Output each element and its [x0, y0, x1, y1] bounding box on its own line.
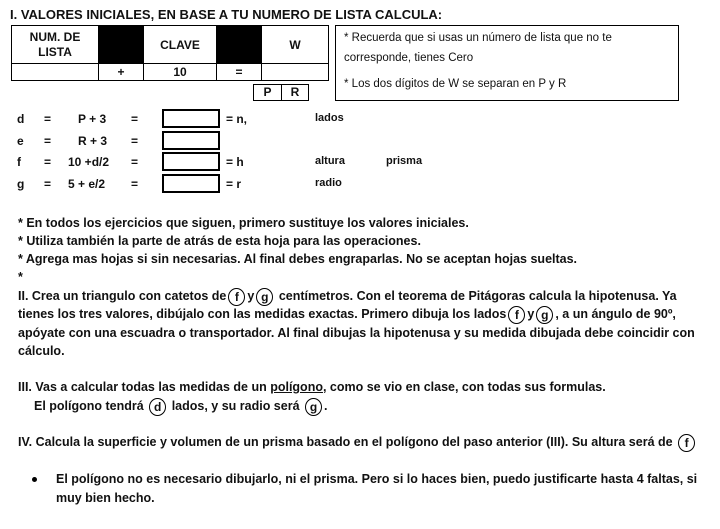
circled-f: f	[228, 288, 245, 306]
answer-box-f[interactable]	[162, 152, 220, 171]
p-cell: P	[253, 84, 282, 101]
section4-line1: IV. Calcula la superficie y volumen de un prisma basado en el polígono del paso anterior (III). Su altura será de f	[18, 433, 697, 452]
circled-f: f	[508, 306, 525, 324]
bullet-line2: muy bien hecho.	[56, 491, 155, 505]
answer-box-d[interactable]	[162, 109, 220, 128]
answer-box-g[interactable]	[162, 174, 220, 193]
num-lista-header: NUM. DE LISTA	[12, 26, 99, 64]
section2-line3: apóyate con una escuadra o transportador. Al final dibujas la hipotenusa y su medida dibujada debe coincidir con	[18, 326, 695, 340]
note-line-1: * Recuerda que si usas un número de lista que no te	[344, 32, 612, 44]
circled-d: d	[149, 398, 166, 416]
section3-line2: El polígono tendrá d lados, y su radio será g .	[34, 399, 328, 414]
note-line-3: * Los dos dígitos de W se separan en P y R	[344, 78, 567, 90]
answer-box-e[interactable]	[162, 131, 220, 150]
circled-g: g	[256, 288, 273, 306]
plus-sign: +	[99, 64, 144, 81]
section2-line2: tienes los tres valores, dibújalo con las medidas exactas. Primero dibuja los lados f y g , a un ángulo de 90º,	[18, 307, 676, 322]
circled-f: f	[678, 434, 695, 452]
note-line-2: corresponde, tienes Cero	[344, 52, 474, 64]
circled-g: g	[536, 306, 553, 324]
notes-box	[335, 25, 679, 101]
num-lista-input-cell[interactable]	[99, 26, 144, 64]
bullet-dot	[32, 477, 37, 482]
instruction-2: * Utiliza también la parte de atrás de esta hoja para las operaciones.	[18, 234, 421, 248]
w-result-cell[interactable]	[262, 64, 329, 81]
section2-line1: II. Crea un triangulo con catetos de f y g centímetros. Con el teorema de Pitágoras calcula la hipotenusa. Ya	[18, 289, 677, 304]
bullet-line1: El polígono no es necesario dibujarlo, ni el prisma. Pero si lo haces bien, puedo justificarte hasta 4 faltas, si	[56, 472, 698, 486]
poligono-underlined: polígono	[270, 380, 323, 394]
empty-cell[interactable]	[12, 64, 99, 81]
w-header: W	[262, 26, 329, 64]
circled-g: g	[305, 398, 322, 416]
section2-line4: cálculo.	[18, 344, 65, 358]
ten-value: 10	[144, 64, 217, 81]
clave-header: CLAVE	[144, 26, 217, 64]
clave-input-cell[interactable]	[217, 26, 262, 64]
initial-values-table	[11, 25, 329, 81]
section3-line1: III. Vas a calcular todas las medidas de un polígono, como se vio en clase, con todas sus formulas.	[18, 380, 606, 394]
instruction-3: * Agrega mas hojas si sin necesarias. Al final debes engraparlas. No se aceptan hojas sueltas.	[18, 252, 578, 266]
section1-title: I. VALORES INICIALES, EN BASE A TU NUMERO DE LISTA CALCULA:	[10, 7, 443, 22]
instruction-1: * En todos los ejercicios que siguen, primero sustituye los valores iniciales.	[18, 216, 469, 230]
instruction-4: *	[18, 270, 23, 284]
r-cell: R	[281, 84, 309, 101]
equals-sign: =	[217, 64, 262, 81]
